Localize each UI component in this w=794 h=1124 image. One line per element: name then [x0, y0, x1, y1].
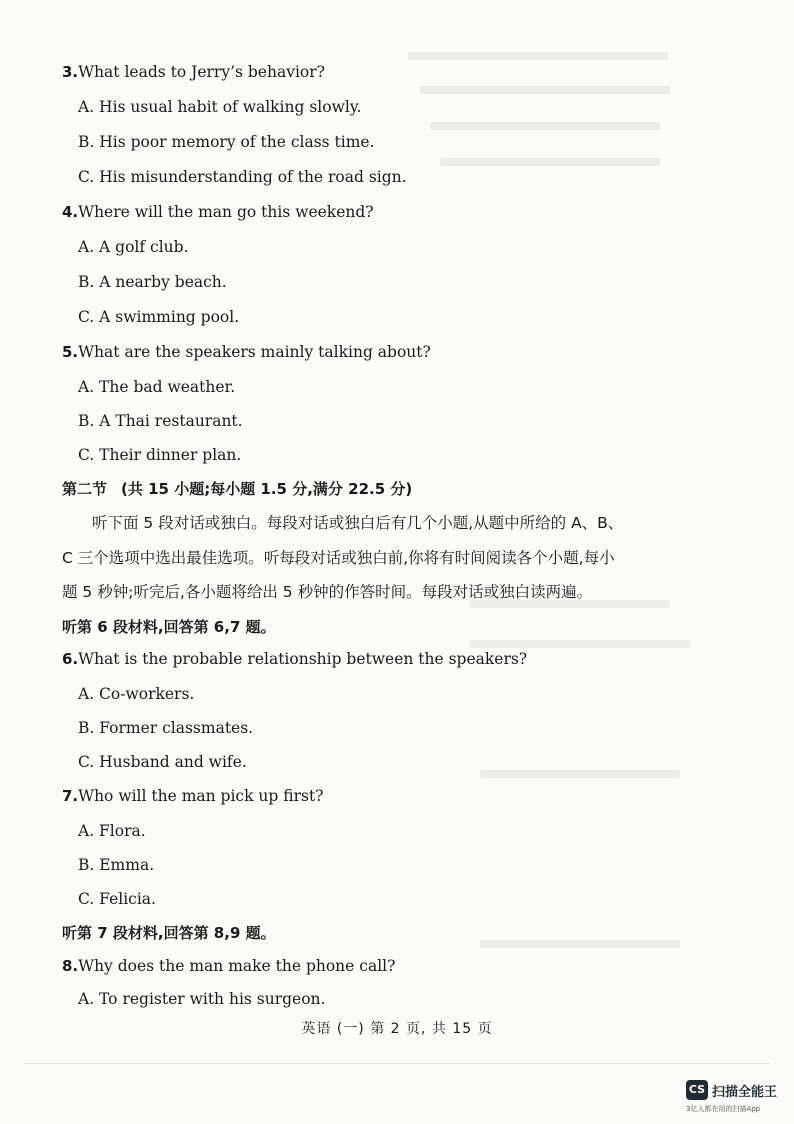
question-number: 5. — [62, 343, 79, 361]
option-6b: B. Former classmates. — [78, 719, 254, 737]
option-7c: C. Felicia. — [78, 890, 156, 908]
instructions-line-3: 题 5 秒钟;听完后,各小题将给出 5 秒钟的作答时间。每段对话或独白读两遍。 — [62, 583, 593, 601]
question-6 — [62, 649, 527, 669]
question-number: 4. — [62, 203, 79, 221]
option-5c: C. Their dinner plan. — [78, 446, 242, 464]
page-footer: 英语 (一) 第 2 页, 共 15 页 — [301, 1021, 493, 1037]
option-7a: A. Flora. — [78, 822, 146, 840]
bleed-through-mark — [430, 122, 660, 130]
bleed-through-mark — [480, 940, 680, 948]
option-5b: B. A Thai restaurant. — [78, 412, 243, 430]
question-text: What is the probable relationship between the speakers? — [78, 650, 528, 668]
option-6c: C. Husband and wife. — [78, 753, 247, 771]
camscanner-logo-icon: CS — [686, 1080, 708, 1100]
footer-divider — [24, 1063, 770, 1064]
question-8 — [62, 956, 395, 976]
bleed-through-mark — [408, 52, 668, 60]
option-5a: A. The bad weather. — [78, 378, 236, 396]
question-text: Who will the man pick up first? — [78, 787, 324, 805]
question-text: What are the speakers mainly talking about? — [78, 343, 431, 361]
bleed-through-mark — [440, 158, 660, 166]
material-6-heading: 听第 6 段材料,回答第 6,7 题。 — [62, 618, 276, 636]
question-number: 6. — [62, 650, 79, 668]
option-3a: A. His usual habit of walking slowly. — [78, 98, 362, 116]
option-8a: A. To register with his surgeon. — [78, 990, 326, 1008]
option-3c: C. His misunderstanding of the road sign. — [78, 168, 407, 186]
instructions-line-2: C 三个选项中选出最佳选项。听每段对话或独白前,你将有时间阅读各个小题,每小 — [62, 549, 615, 567]
bleed-through-mark — [480, 770, 680, 778]
question-number: 7. — [62, 787, 79, 805]
scanner-tagline: 3亿人都在用的扫描App — [686, 1105, 761, 1113]
option-4a: A. A golf club. — [78, 238, 189, 256]
option-7b: B. Emma. — [78, 856, 155, 874]
option-4b: B. A nearby beach. — [78, 273, 227, 291]
question-number: 3. — [62, 63, 79, 81]
section-score-detail: (共 15 小题;每小题 1.5 分,满分 22.5 分) — [121, 480, 413, 498]
section-heading — [62, 479, 412, 499]
option-3b: B. His poor memory of the class time. — [78, 133, 375, 151]
question-text: What leads to Jerry’s behavior? — [78, 63, 325, 81]
question-3 — [62, 62, 325, 82]
instructions-line-1: 听下面 5 段对话或独白。每段对话或独白后有几个小题,从题中所给的 A、B、 — [92, 514, 624, 532]
question-7 — [62, 786, 324, 806]
material-7-heading: 听第 7 段材料,回答第 8,9 题。 — [62, 924, 276, 942]
bleed-through-mark — [420, 86, 670, 94]
option-4c: C. A swimming pool. — [78, 308, 240, 326]
question-number: 8. — [62, 957, 79, 975]
question-text: Where will the man go this weekend? — [78, 203, 374, 221]
question-4 — [62, 202, 374, 222]
option-6a: A. Co-workers. — [78, 685, 195, 703]
scanner-app-name: 扫描全能王 — [712, 1085, 778, 1100]
section-title: 第二节 — [62, 480, 108, 498]
question-text: Why does the man make the phone call? — [78, 957, 396, 975]
bleed-through-mark — [470, 640, 690, 648]
question-5 — [62, 342, 431, 362]
